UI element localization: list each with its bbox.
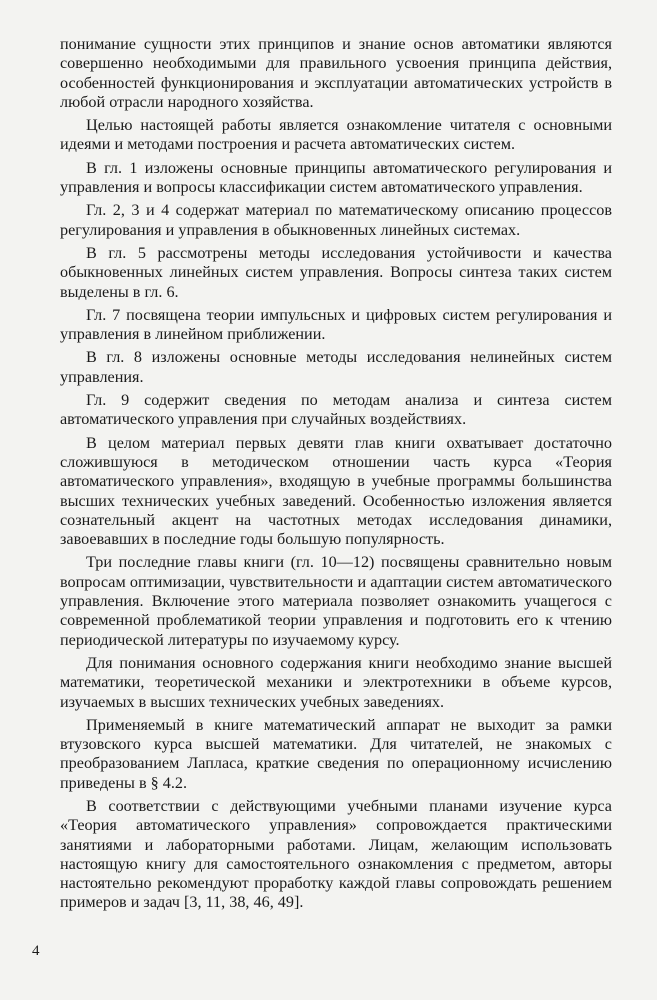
paragraph: Для понимания основного содержания книги необходимо знание высшей математики, теоретической механики и электротехники в объеме курсов, изучаемых в высших технических учебных заведениях. bbox=[60, 653, 612, 711]
paragraph: Гл. 9 содержит сведения по методам анализа и синтеза систем автоматического управления при случайных воздействиях. bbox=[60, 391, 612, 429]
paragraph: понимание сущности этих принципов и знание основ автоматики являются совершенно необходимыми для правильного усвоения принципа действия, особенностей функционирования и эксплуатации автоматических устройств в любой отрасли народного хозяйства. bbox=[60, 35, 612, 111]
paragraph: Применяемый в книге математический аппарат не выходит за рамки втузовского курса высшей математики. Для читателей, не знакомых с преобразованием Лапласа, краткие сведения по операционному исчислению приведены в § 4.2. bbox=[60, 715, 612, 792]
paragraph: В гл. 5 рассмотрены методы исследования устойчивости и качества обыкновенных линейных систем управления. Вопросы синтеза таких систем выделены в гл. 6. bbox=[60, 243, 612, 301]
paragraph: В целом материал первых девяти глав книги охватывает достаточно сложившуюся в методическом отношении часть курса «Теория автоматического управления», входящую в учебные программы большинства высших технических учебных заведений. Особенностью изложения является сознательный акцент на частотных методах исследования динамики, завоевавших в последние годы большую популярность. bbox=[60, 433, 612, 549]
paragraph: Целью настоящей работы является ознакомление читателя с основными идеями и методами построения и расчета автоматических систем. bbox=[60, 116, 612, 154]
paragraph: Гл. 2, 3 и 4 содержат материал по математическому описанию процессов регулирования и управления в обыкновенных линейных системах. bbox=[60, 201, 612, 239]
paragraph: В гл. 8 изложены основные методы исследования нелинейных систем управления. bbox=[60, 348, 612, 386]
paragraph: В соответствии с действующими учебными планами изучение курса «Теория автоматического управления» сопровождается практическими занятиями и лабораторными работами. Лицам, желающим использовать настоящую книгу для самостоятельного ознакомления с предметом, авторы настоятельно рекомендуют проработку каждой главы сопровождать решением примеров и задач [3, 11, 38, 46, 49]. bbox=[60, 796, 612, 912]
paragraph: Гл. 7 посвящена теории импульсных и цифровых систем регулирования и управления в линейном приближении. bbox=[60, 305, 612, 344]
body-text bbox=[60, 35, 612, 917]
paragraph: В гл. 1 изложены основные принципы автоматического регулирования и управления и вопросы классификации систем автоматического управления. bbox=[60, 158, 612, 197]
page-number: 4 bbox=[32, 943, 40, 959]
paragraph: Три последние главы книги (гл. 10—12) посвящены сравнительно новым вопросам оптимизации, чувствительности и адаптации систем автоматического управления. Включение этого материала позволяет ознакомить учащегося с современной проблематикой теории управления и подготовить его к чтению периодической литературы по изучаемому курсу. bbox=[60, 553, 612, 649]
